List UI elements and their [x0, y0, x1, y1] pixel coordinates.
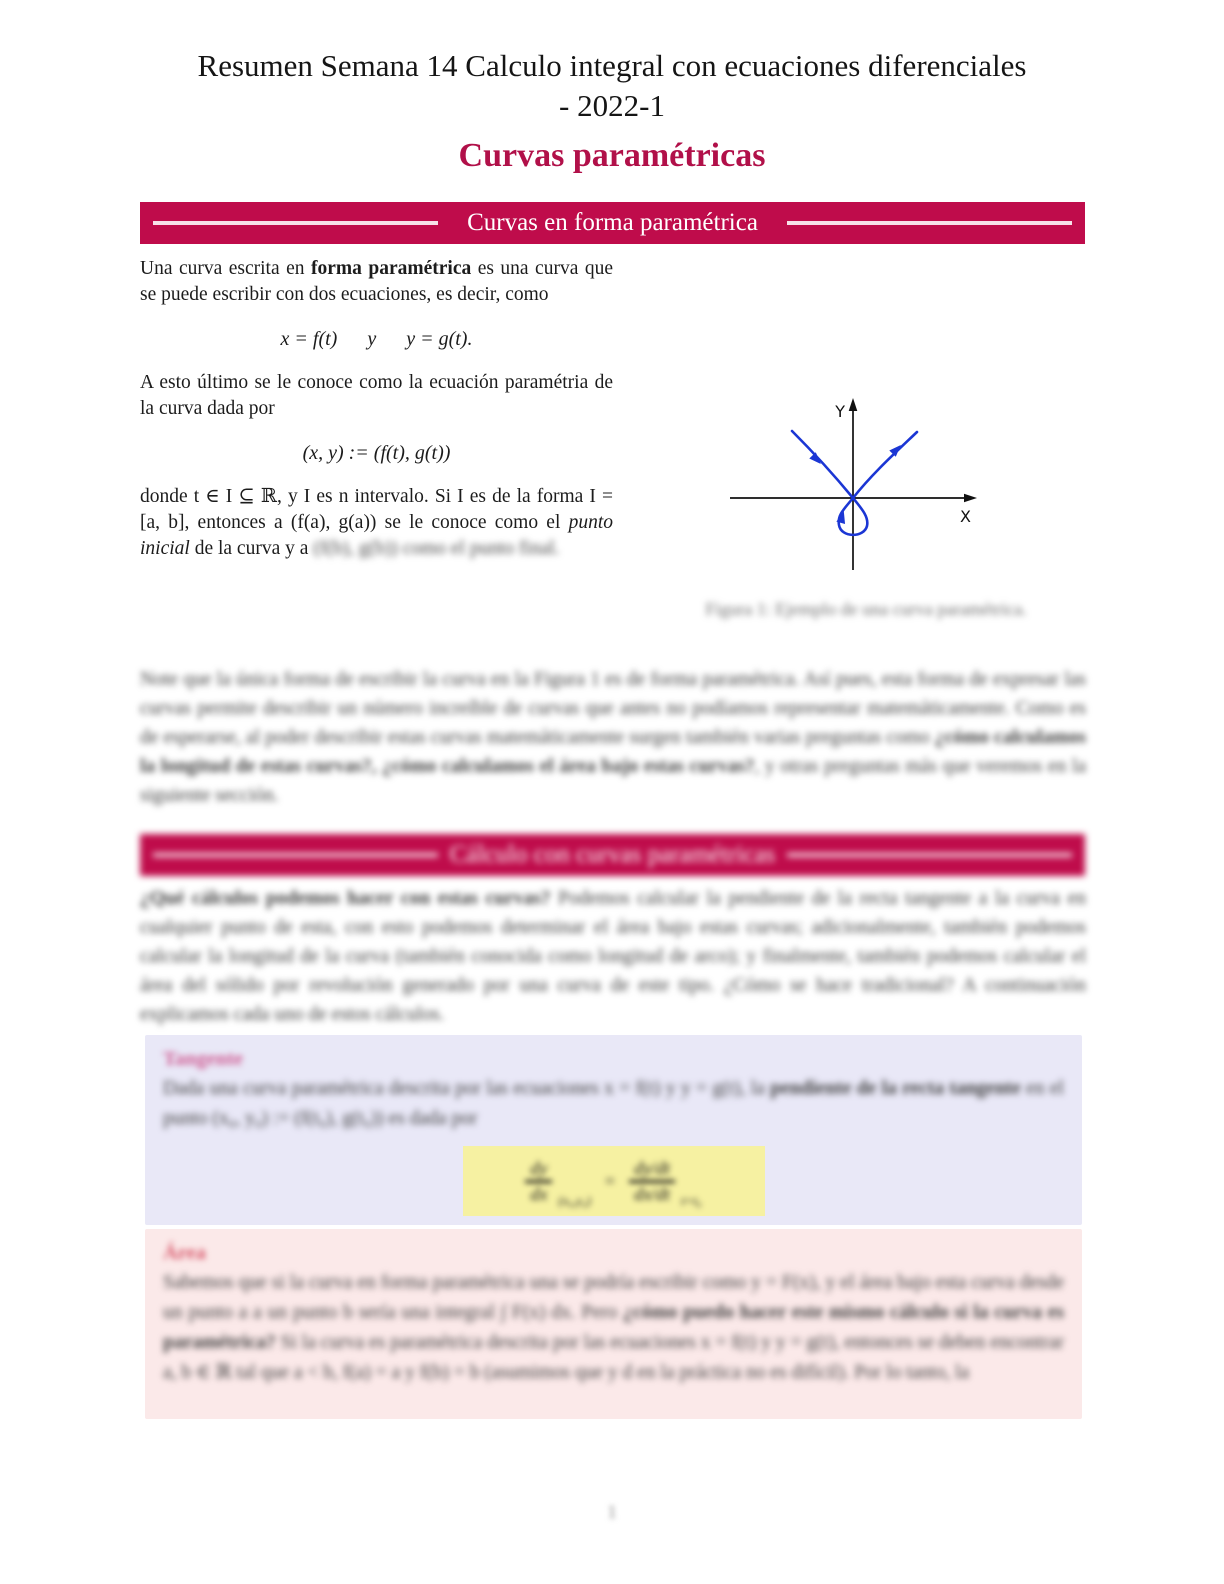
paragraph-text: Dada una curva paramétrica descrita por las ecuaciones x = f(t) y y = g(t), la: [163, 1078, 771, 1099]
paragraph-text: , y otras preguntas más que veremos en la siguiente sección.: [140, 756, 1086, 806]
banner-rule-right: [787, 221, 1072, 225]
bold-que-calculos: ¿Qué cálculos podemos hacer con estas curvas?: [140, 888, 551, 909]
area-body-blurred: [163, 1268, 1064, 1388]
section-banner-curvas-forma-parametrica: [140, 202, 1085, 244]
figure-caption-blurred: Figura 1: Ejemplo de una curva paramétrica.: [705, 599, 1027, 619]
section-banner-label: Cálculo con curvas paramétricas: [449, 841, 776, 868]
bold-questions: ¿cómo calculamos la longitud de estas curvas?, ¿cómo calculamos el área bajo estas curvas?: [140, 727, 1086, 777]
paragraph-text: Una curva escrita en: [140, 258, 311, 279]
x-axis-label: X: [960, 507, 971, 526]
paragraph-text: es una curva que se puede escribir con dos ecuaciones, es decir, como: [140, 258, 613, 305]
italic-punto-inicial: punto inicial: [140, 512, 613, 559]
bold-como-puedo: ¿cómo puedo hacer este mismo cálculo si la curva es paramétrica?: [163, 1302, 1064, 1353]
paragraph-intro-blurred: [140, 884, 1086, 1029]
highlighted-formula-box: [463, 1146, 765, 1216]
paragraph-text: Si la curva es paramétrica descrita por las ecuaciones x = f(t) y y = g(t), entonces se deben encontrar a, b ∈ ℝ tal que a < b, f(a) = a y f(b) = b (asumimos que y d en la práctica no es difícil). Por lo tanto, la: [163, 1332, 1064, 1383]
fraction-dydt-dxdt: [629, 1159, 675, 1204]
curve-arrow-icon: [889, 442, 904, 457]
paragraph-text: donde t ∈ I ⊆ ℝ, y I es n intervalo. Si I es de la forma I = [a, b], entonces a (f(a), g(a)) se le conoce como el: [140, 486, 613, 533]
title-line-2: - 2022-1: [559, 88, 665, 123]
fraction-numerator: dy/dt: [634, 1157, 671, 1178]
section-banner-label: Curvas en forma paramétrica: [467, 209, 758, 236]
paragraph-text: Podemos calcular la pendiente de la recta tangente a la curva en cualquier punto de esta, con esto podemos determinar el área bajo estas curvas; adicionalmente, también podemos calcular la longitud de la curva (también conocida como longitud de arco); y finalmente, también podemos calcular el área del sólido por revolución generado por una curva de este tipo. ¿Cómo se hace tradicional? A continuación explicamos cada uno de estos cálculos.: [140, 888, 1087, 1025]
banner-rule-right: [787, 853, 1072, 857]
fraction-numerator: dy: [530, 1157, 548, 1178]
area-box: [145, 1229, 1082, 1419]
y-axis-arrow-icon: [849, 398, 858, 411]
fraction-denominator: dx: [525, 1180, 552, 1204]
paragraph-definition: [140, 256, 613, 308]
paragraph-text: de la curva y a: [189, 538, 314, 559]
evaluation-subscript: (x₀,y₀): [558, 1193, 591, 1209]
paragraph-text: Note que la única forma de escribir la curva en la Figura 1 es de forma paramétrica. Así pues, esta forma de expresar las curvas permite describir un número increíble de curvas que antes no podíamos representar matemáticamente. Como es de esperarse, al poder describir estas curvas matemáticamente surgen también varias preguntas como: [140, 669, 1086, 748]
evaluation-subscript: t=t₀: [681, 1193, 702, 1209]
tangente-box: [145, 1035, 1082, 1225]
paragraph-text: en el punto (x₀, y₀) := (f(t₀), g(t₀)) es dada por: [163, 1078, 1064, 1129]
page-number-blurred: 1: [607, 1502, 617, 1523]
equation-xy-definition: (x, y) := (f(t), g(t)): [302, 442, 451, 464]
blurred-line-punto-final: (f(b), g(b)) como el punto final.: [313, 538, 560, 559]
tangent-slope-formula-blurred: [525, 1157, 702, 1209]
y-axis-label: Y: [835, 402, 845, 421]
area-heading-blurred: Área: [163, 1242, 206, 1264]
equals-sign: =: [604, 1170, 616, 1191]
tangente-body-blurred: [163, 1074, 1064, 1134]
fraction-denominator: dx/dt: [629, 1180, 675, 1204]
bold-forma-parametrica: forma paramétrica: [310, 258, 472, 279]
parametric-curve-plot: [698, 380, 1078, 610]
title-line-1: Resumen Semana 14 Calculo integral con ecuaciones diferenciales: [197, 48, 1027, 83]
x-axis-arrow-icon: [964, 494, 977, 503]
paragraph-text: Sabemos que si la curva en forma paramétrica una se podría escribir como y = F(x), y el área bajo esta curva desde un punto a a un punto b sería una integral ∫ F(x) dx. Pero: [163, 1272, 1064, 1323]
paragraph-note-blurred: [140, 665, 1086, 810]
paragraph-ecuacion-parametrica: A esto último se le conoce como la ecuación paramétria de la curva dada por: [140, 372, 613, 419]
left-text-column: [140, 256, 613, 562]
paragraph-intervalo: [140, 484, 613, 562]
figure-parametric-curve: [698, 380, 1078, 610]
document-title: [62, 46, 1162, 126]
curve-arrow-icon: [809, 452, 824, 467]
document-subtitle: Curvas paramétricas: [458, 137, 766, 174]
fraction-dy-dx: [525, 1159, 552, 1204]
section-banner-calculo-curvas-blurred: [140, 834, 1085, 876]
bold-pendiente: pendiente de la recta tangente: [770, 1078, 1021, 1099]
tangente-heading-blurred: Tangente: [163, 1048, 244, 1070]
equation-parametric: x = f(t) y y = g(t).: [280, 328, 473, 350]
